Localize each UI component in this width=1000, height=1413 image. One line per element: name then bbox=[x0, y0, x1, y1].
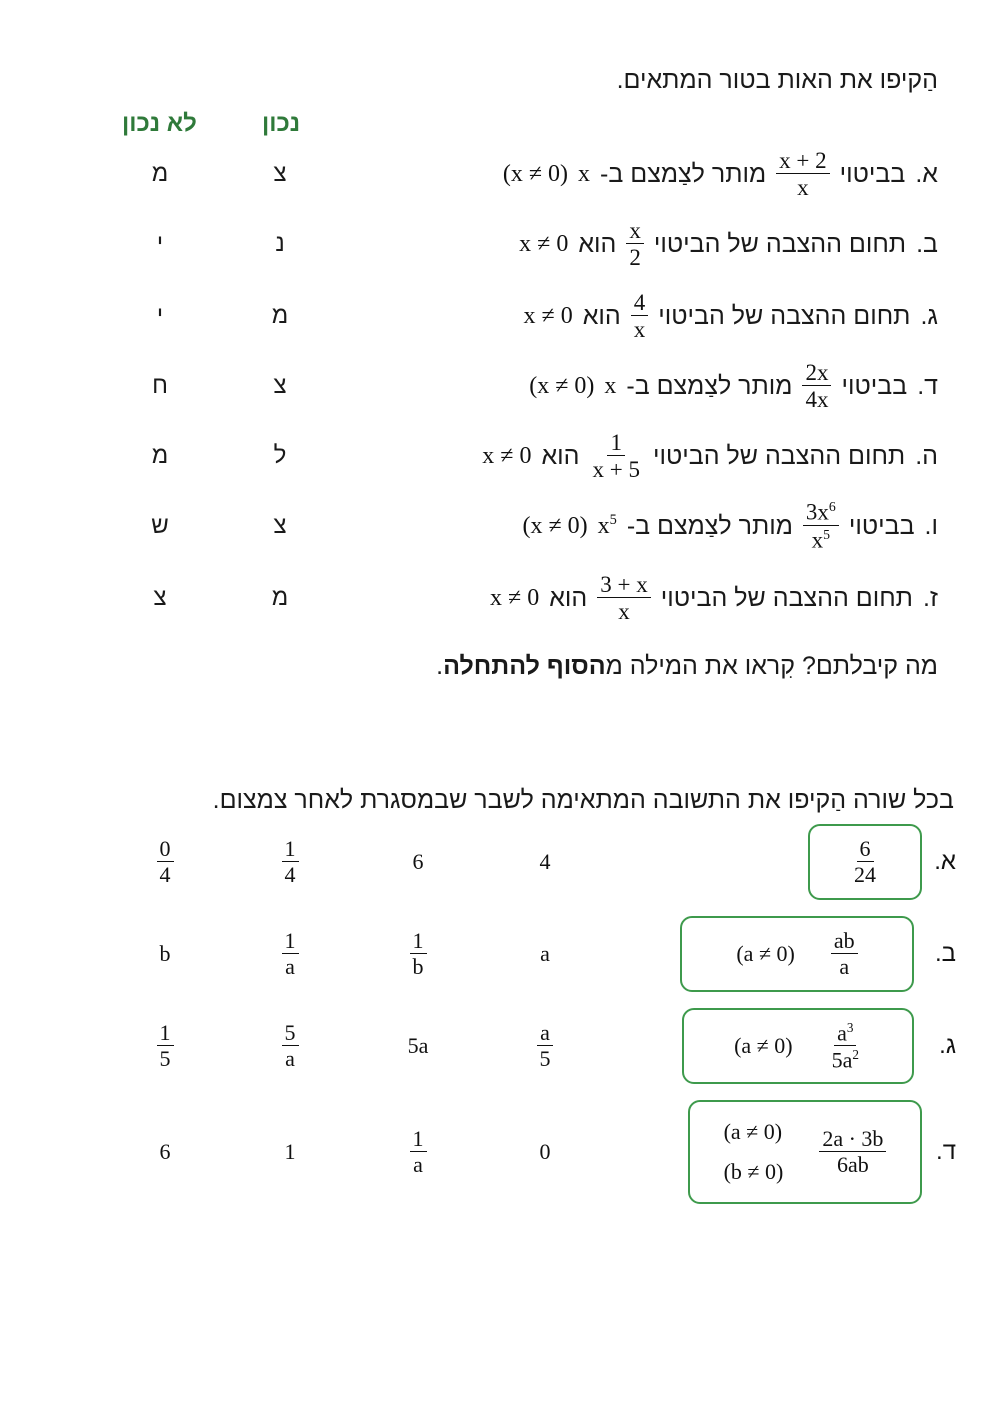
framed-fraction bbox=[831, 930, 858, 978]
statement-prefix: בביטוי bbox=[839, 159, 906, 188]
statement-row bbox=[490, 574, 938, 622]
fraction-denominator-group bbox=[834, 1152, 872, 1176]
statement-middle: הוא bbox=[549, 583, 588, 612]
option-numerator: 1 bbox=[282, 838, 299, 862]
option-fraction bbox=[282, 838, 299, 886]
option-value: 1 bbox=[284, 1139, 296, 1164]
fraction-numerator: a bbox=[837, 1020, 847, 1045]
framed-fraction-box bbox=[680, 916, 914, 992]
option-fraction bbox=[537, 1022, 554, 1070]
condition: (a ≠ 0) bbox=[723, 1119, 783, 1144]
answer-option[interactable] bbox=[510, 832, 580, 892]
numerator-exponent: 3 bbox=[846, 1019, 854, 1035]
option-numerator: a bbox=[537, 1022, 553, 1046]
option-numerator: 1 bbox=[282, 930, 299, 954]
answer-option[interactable] bbox=[383, 832, 453, 892]
condition-group bbox=[724, 1119, 784, 1185]
answer-option[interactable] bbox=[510, 1122, 580, 1182]
option-fraction bbox=[157, 838, 174, 886]
true-answer-letter[interactable]: נ bbox=[275, 230, 285, 257]
framed-fraction-box bbox=[682, 1008, 914, 1084]
option-denominator: 5 bbox=[159, 1046, 171, 1071]
answer-option[interactable] bbox=[383, 924, 453, 984]
statement-letter: ה. bbox=[915, 441, 938, 470]
fraction bbox=[589, 431, 642, 481]
framed-fraction bbox=[829, 1021, 862, 1072]
option-denominator: 5 bbox=[539, 1046, 551, 1071]
fraction-numerator: 3x bbox=[805, 500, 829, 525]
option-denominator: a bbox=[285, 954, 295, 979]
true-answer-letter[interactable]: צ bbox=[273, 512, 287, 539]
answer-option[interactable] bbox=[130, 924, 200, 984]
statement-prefix: בביטוי bbox=[841, 371, 908, 400]
row-letter: ד. bbox=[936, 1138, 956, 1165]
condition: (x ≠ 0) bbox=[502, 160, 569, 187]
fraction-denominator: a bbox=[839, 954, 850, 979]
option-value: 6 bbox=[412, 849, 424, 874]
reduce-by-variable: x bbox=[578, 160, 591, 187]
framed-fraction bbox=[851, 838, 879, 886]
fraction-denominator-group bbox=[836, 954, 852, 978]
fraction-numerator: ab bbox=[833, 928, 855, 953]
fraction-denominator: x bbox=[618, 599, 630, 624]
condition: x ≠ 0 bbox=[523, 302, 573, 329]
option-denominator: 4 bbox=[159, 862, 171, 887]
fraction-denominator: x bbox=[633, 317, 646, 342]
fraction-numerator-group bbox=[819, 1128, 886, 1152]
row-letter: ג. bbox=[939, 1032, 956, 1059]
denominator-exponent: 5 bbox=[823, 527, 831, 542]
fraction-denominator: x bbox=[797, 175, 809, 200]
option-numerator: 1 bbox=[157, 1022, 174, 1046]
question-prefix: מה קיבלתם? קִראו את המילה מ bbox=[605, 652, 938, 680]
option-value: b bbox=[159, 941, 171, 966]
framed-fraction-box bbox=[688, 1100, 922, 1204]
false-answer-letter[interactable]: ח bbox=[152, 372, 168, 399]
fraction-numerator: 6 bbox=[859, 836, 871, 861]
fraction-denominator: 6ab bbox=[836, 1152, 869, 1177]
fraction-numerator: x + 2 bbox=[776, 149, 829, 174]
condition: (a ≠ 0) bbox=[734, 1033, 793, 1058]
fraction bbox=[802, 361, 831, 411]
statement-prefix: תחום ההצבה של הביטוי bbox=[658, 301, 911, 330]
numerator-exponent: 6 bbox=[828, 499, 836, 515]
option-denominator: a bbox=[413, 1152, 423, 1177]
statement-letter: ו. bbox=[924, 511, 938, 540]
true-answer-letter[interactable]: צ bbox=[273, 372, 287, 399]
false-answer-letter[interactable]: צ bbox=[153, 584, 167, 611]
answer-option[interactable] bbox=[510, 924, 580, 984]
option-numerator: 1 bbox=[410, 930, 427, 954]
option-denominator: 4 bbox=[284, 862, 296, 887]
reduce-by-variable: x bbox=[597, 513, 610, 539]
fraction-denominator: 24 bbox=[854, 862, 876, 887]
false-answer-letter[interactable]: מ bbox=[151, 442, 169, 469]
statement-row bbox=[482, 432, 938, 480]
fraction-denominator-group bbox=[851, 862, 879, 886]
part1-instruction: הַקיפו את האות בטור המתאים. bbox=[616, 66, 938, 94]
statement-letter: א. bbox=[915, 159, 938, 188]
fraction bbox=[597, 573, 650, 623]
statement-letter: ז. bbox=[922, 583, 938, 612]
statement-row bbox=[522, 499, 938, 553]
fraction-numerator-group bbox=[831, 930, 858, 954]
answer-option[interactable] bbox=[255, 1122, 325, 1182]
true-answer-letter[interactable]: צ bbox=[273, 160, 287, 187]
statement-prefix: תחום ההצבה של הביטוי bbox=[653, 229, 907, 258]
fraction-numerator-group bbox=[857, 838, 874, 862]
true-answer-letter[interactable]: מ bbox=[271, 584, 289, 611]
statement-prefix: בביטוי bbox=[848, 511, 915, 540]
answer-option[interactable] bbox=[383, 1016, 453, 1076]
fraction bbox=[803, 500, 839, 551]
false-answer-letter[interactable]: מ bbox=[151, 160, 169, 187]
option-numerator: 0 bbox=[157, 838, 174, 862]
statement-letter: ג. bbox=[920, 301, 938, 330]
answer-option[interactable] bbox=[255, 832, 325, 892]
fraction-numerator-group bbox=[803, 500, 839, 526]
denominator-exponent: 2 bbox=[852, 1047, 859, 1062]
fraction bbox=[776, 149, 829, 199]
condition: (x ≠ 0) bbox=[529, 372, 595, 399]
answer-option[interactable] bbox=[130, 832, 200, 892]
statement-middle: הוא bbox=[578, 229, 617, 258]
condition-group bbox=[734, 1033, 793, 1059]
condition-group bbox=[736, 941, 795, 967]
fraction-denominator-group bbox=[829, 1046, 862, 1071]
option-denominator: b bbox=[412, 954, 424, 979]
fraction-numerator: 4 bbox=[631, 291, 649, 316]
column-header-false: לא נכון bbox=[122, 110, 197, 137]
row-letter: ב. bbox=[934, 940, 956, 967]
statement-middle: מותר לצַמצם ב- bbox=[600, 159, 767, 188]
condition-second: (b ≠ 0) bbox=[723, 1159, 784, 1184]
option-denominator: a bbox=[285, 1046, 295, 1071]
part2-instruction: בכל שורה הַקיפו את התשובה המתאימה לשבר שבמסגרת לאחר צמצום. bbox=[212, 786, 954, 814]
reduce-by-term bbox=[578, 161, 590, 188]
option-value: 4 bbox=[539, 849, 551, 874]
fraction-denominator: 2 bbox=[629, 245, 641, 270]
reduce-by-exponent: 5 bbox=[609, 512, 617, 528]
statement-prefix: תחום ההצבה של הביטוי bbox=[652, 441, 906, 470]
fraction-denominator: 4x bbox=[805, 387, 829, 412]
statement-row bbox=[529, 362, 938, 410]
option-fraction bbox=[282, 1022, 299, 1070]
option-fraction bbox=[410, 1128, 427, 1176]
statement-prefix: תחום ההצבה של הביטוי bbox=[660, 583, 913, 612]
option-fraction bbox=[157, 1022, 174, 1070]
fraction-denominator: x + 5 bbox=[592, 457, 640, 482]
fraction-numerator: x bbox=[626, 219, 644, 244]
row-letter: א. bbox=[934, 848, 956, 875]
option-value: 5a bbox=[407, 1033, 429, 1058]
statement-middle: הוא bbox=[582, 301, 621, 330]
option-numerator: 5 bbox=[282, 1022, 299, 1046]
question-bold: הסוף להתחלה bbox=[443, 652, 606, 680]
answer-option[interactable] bbox=[130, 1016, 200, 1076]
answer-option[interactable] bbox=[130, 1122, 200, 1182]
reduce-by-term bbox=[598, 512, 617, 540]
answer-option[interactable] bbox=[255, 924, 325, 984]
reduce-by-term bbox=[604, 373, 616, 400]
option-fraction bbox=[282, 930, 299, 978]
option-value: 6 bbox=[159, 1139, 171, 1164]
option-numerator: 1 bbox=[410, 1128, 427, 1152]
condition: x ≠ 0 bbox=[482, 442, 532, 469]
condition: x ≠ 0 bbox=[519, 230, 569, 257]
statement-row bbox=[519, 220, 938, 268]
condition: (x ≠ 0) bbox=[522, 512, 588, 539]
statement-middle: מותר לצַמצם ב- bbox=[626, 511, 793, 540]
true-answer-letter[interactable]: מ bbox=[271, 302, 289, 329]
statement-letter: ב. bbox=[916, 229, 938, 258]
option-fraction bbox=[410, 930, 427, 978]
statement-row bbox=[524, 292, 938, 340]
false-answer-letter[interactable]: י bbox=[156, 230, 164, 257]
false-answer-letter[interactable]: י bbox=[156, 302, 164, 329]
answer-option[interactable] bbox=[255, 1016, 325, 1076]
true-answer-letter[interactable]: ל bbox=[273, 442, 287, 469]
fraction-numerator: 2a · 3b bbox=[822, 1126, 884, 1151]
option-value: 0 bbox=[539, 1139, 551, 1164]
fraction-numerator: 3 + x bbox=[597, 573, 650, 598]
false-answer-letter[interactable]: ש bbox=[151, 512, 169, 539]
fraction bbox=[631, 291, 649, 341]
framed-fraction bbox=[819, 1128, 886, 1176]
question-suffix: . bbox=[436, 652, 444, 680]
statement-middle: מותר לצַמצם ב- bbox=[626, 371, 793, 400]
fraction-denominator: 5a bbox=[831, 1047, 853, 1073]
fraction-denominator: x bbox=[811, 527, 824, 553]
question-text bbox=[436, 652, 938, 681]
reduce-by-variable: x bbox=[604, 372, 617, 399]
fraction-denominator-group bbox=[809, 526, 833, 552]
condition: x ≠ 0 bbox=[490, 584, 540, 611]
statement-letter: ד. bbox=[917, 371, 938, 400]
option-value: a bbox=[540, 941, 550, 966]
fraction-numerator: 1 bbox=[607, 431, 625, 456]
fraction-numerator-group bbox=[834, 1021, 856, 1046]
answer-option[interactable] bbox=[383, 1122, 453, 1182]
statement-row bbox=[503, 150, 938, 198]
answer-option[interactable] bbox=[510, 1016, 580, 1076]
fraction bbox=[626, 219, 644, 269]
framed-fraction-box bbox=[808, 824, 922, 900]
statement-middle: הוא bbox=[541, 441, 580, 470]
condition: (a ≠ 0) bbox=[736, 941, 795, 966]
column-header-true: נכון bbox=[262, 110, 301, 137]
fraction-numerator: 2x bbox=[802, 361, 831, 386]
